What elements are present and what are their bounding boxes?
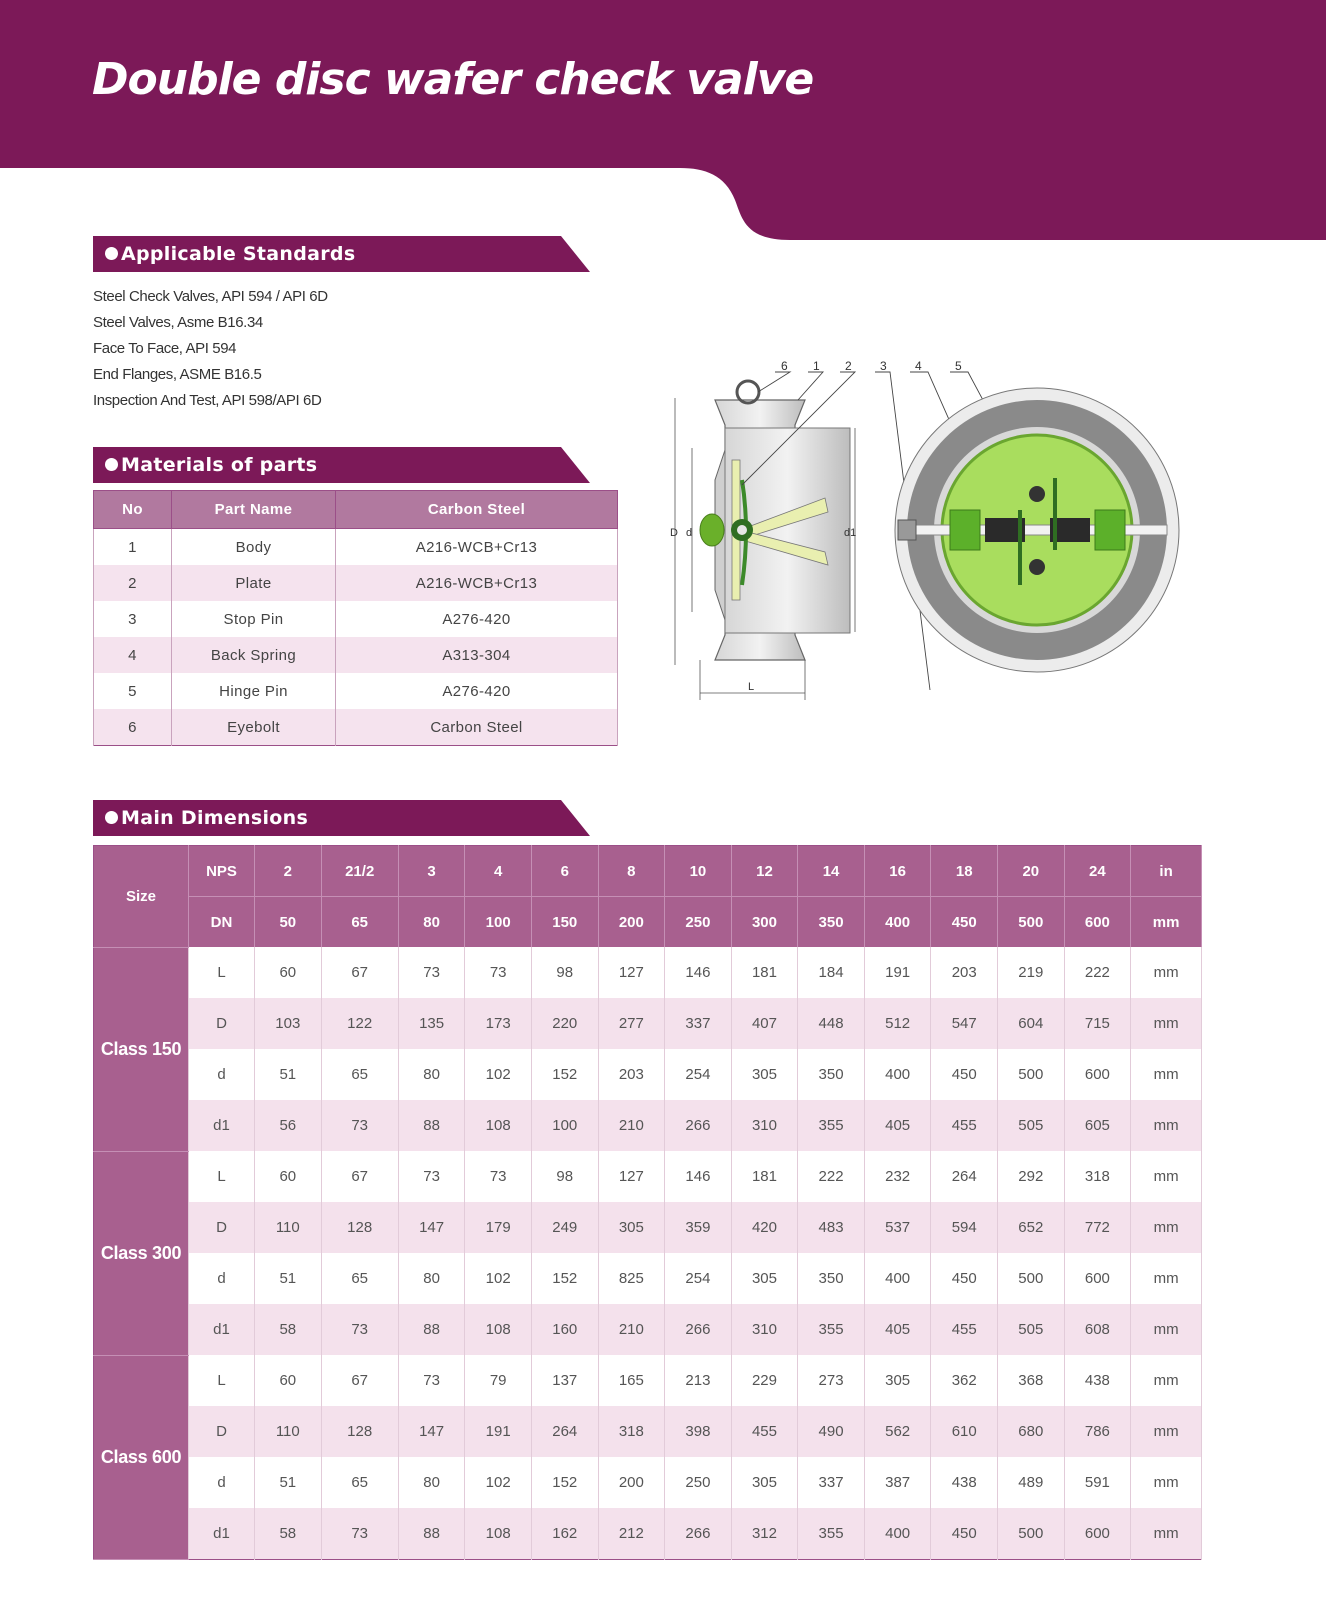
table-cell: 2: [94, 565, 172, 601]
section-header-materials: [93, 447, 593, 485]
table-cell: Carbon Steel: [336, 709, 618, 746]
class-label: Class 600: [94, 1355, 189, 1560]
table-cell: 250: [665, 1457, 732, 1508]
table-cell: 200: [598, 1457, 665, 1508]
row-label: d: [189, 1457, 255, 1508]
unit-cell: in: [1131, 846, 1202, 897]
table-cell: 73: [398, 947, 465, 998]
size-header: Size: [94, 846, 189, 948]
dn-value: 150: [531, 897, 598, 948]
table-cell: 173: [465, 998, 532, 1049]
table-cell: A276-420: [336, 601, 618, 637]
table-cell: 312: [731, 1508, 798, 1560]
table-cell: 73: [321, 1508, 398, 1560]
table-cell: 51: [255, 1457, 322, 1508]
unit-cell: mm: [1131, 1049, 1202, 1100]
dn-value: 250: [665, 897, 732, 948]
table-cell: 387: [864, 1457, 931, 1508]
table-cell: 266: [665, 1508, 732, 1560]
table-cell: 450: [931, 1508, 998, 1560]
table-cell: 203: [931, 947, 998, 998]
table-cell: 219: [998, 947, 1065, 998]
nps-value: 4: [465, 846, 532, 897]
nps-value: 8: [598, 846, 665, 897]
nps-value: 2: [255, 846, 322, 897]
table-cell: 146: [665, 1151, 732, 1202]
table-cell: 147: [398, 1406, 465, 1457]
table-cell: 213: [665, 1355, 732, 1406]
table-cell: 232: [864, 1151, 931, 1202]
table-cell: 512: [864, 998, 931, 1049]
nps-value: 21/2: [321, 846, 398, 897]
table-cell: 79: [465, 1355, 532, 1406]
table-cell: 102: [465, 1049, 532, 1100]
table-cell: 355: [798, 1100, 865, 1151]
table-cell: 203: [598, 1049, 665, 1100]
unit-cell: mm: [1131, 1151, 1202, 1202]
table-cell: 490: [798, 1406, 865, 1457]
table-cell: A313-304: [336, 637, 618, 673]
table-cell: 222: [798, 1151, 865, 1202]
table-cell: 102: [465, 1253, 532, 1304]
table-cell: 455: [931, 1100, 998, 1151]
callout-number: 4: [915, 360, 922, 373]
table-cell: 135: [398, 998, 465, 1049]
table-cell: 127: [598, 947, 665, 998]
table-cell: 350: [798, 1049, 865, 1100]
section-title: Applicable Standards: [121, 243, 356, 265]
table-cell: 600: [1064, 1508, 1131, 1560]
row-label: d1: [189, 1100, 255, 1151]
table-row: [94, 529, 618, 566]
table-cell: 147: [398, 1202, 465, 1253]
row-label: d1: [189, 1304, 255, 1355]
table-cell: Stop Pin: [172, 601, 336, 637]
dn-value: 350: [798, 897, 865, 948]
table-cell: 355: [798, 1304, 865, 1355]
page-title: Double disc wafer check valve: [92, 54, 814, 105]
table-cell: 80: [398, 1049, 465, 1100]
table-cell: 108: [465, 1304, 532, 1355]
table-cell: 610: [931, 1406, 998, 1457]
table-row: [94, 1202, 1202, 1253]
table-cell: 65: [321, 1457, 398, 1508]
table-cell: 405: [864, 1304, 931, 1355]
table-cell: 128: [321, 1202, 398, 1253]
standard-item: End Flanges, ASME B16.5: [93, 366, 262, 383]
table-cell: 110: [255, 1202, 322, 1253]
column-header: No: [94, 491, 172, 529]
dim-label: L: [748, 681, 755, 693]
table-cell: 420: [731, 1202, 798, 1253]
table-cell: 355: [798, 1508, 865, 1560]
table-header-row: [94, 491, 618, 529]
section-title: Main Dimensions: [121, 807, 309, 829]
table-cell: A216-WCB+Cr13: [336, 565, 618, 601]
table-cell: 400: [864, 1508, 931, 1560]
table-cell: 772: [1064, 1202, 1131, 1253]
table-cell: 715: [1064, 998, 1131, 1049]
nps-value: 14: [798, 846, 865, 897]
table-cell: 604: [998, 998, 1065, 1049]
table-cell: 254: [665, 1253, 732, 1304]
table-row: [94, 1049, 1202, 1100]
unit-cell: mm: [1131, 1100, 1202, 1151]
table-cell: 500: [998, 1508, 1065, 1560]
standards-list: [93, 284, 328, 414]
nps-value: 3: [398, 846, 465, 897]
table-cell: 500: [998, 1253, 1065, 1304]
dn-value: 400: [864, 897, 931, 948]
table-cell: 6: [94, 709, 172, 746]
table-cell: 266: [665, 1304, 732, 1355]
table-cell: 407: [731, 998, 798, 1049]
table-cell: 88: [398, 1508, 465, 1560]
table-cell: 122: [321, 998, 398, 1049]
section-header-standards: [93, 236, 593, 274]
table-cell: 58: [255, 1508, 322, 1560]
table-cell: 152: [531, 1457, 598, 1508]
dn-value: 80: [398, 897, 465, 948]
table-cell: 181: [731, 947, 798, 998]
table-cell: 318: [598, 1406, 665, 1457]
table-cell: 128: [321, 1406, 398, 1457]
table-cell: 786: [1064, 1406, 1131, 1457]
table-cell: Hinge Pin: [172, 673, 336, 709]
class-label: Class 300: [94, 1151, 189, 1355]
row-label: D: [189, 1406, 255, 1457]
table-cell: 825: [598, 1253, 665, 1304]
table-cell: 210: [598, 1100, 665, 1151]
table-cell: 67: [321, 1355, 398, 1406]
table-header-row: [94, 897, 1202, 948]
table-cell: 73: [465, 1151, 532, 1202]
materials-table: [93, 490, 618, 746]
table-row: [94, 1355, 1202, 1406]
table-row: [94, 1100, 1202, 1151]
table-cell: 254: [665, 1049, 732, 1100]
table-cell: 80: [398, 1457, 465, 1508]
dim-label: d1: [844, 527, 857, 539]
table-cell: 88: [398, 1304, 465, 1355]
table-cell: 305: [731, 1253, 798, 1304]
table-row: [94, 709, 618, 746]
table-cell: 212: [598, 1508, 665, 1560]
table-cell: 605: [1064, 1100, 1131, 1151]
valve-diagram: [670, 360, 1210, 720]
table-cell: 305: [731, 1457, 798, 1508]
table-row: [94, 1508, 1202, 1560]
table-cell: 537: [864, 1202, 931, 1253]
table-cell: 450: [931, 1253, 998, 1304]
table-cell: 405: [864, 1100, 931, 1151]
callout-number: 3: [880, 360, 887, 373]
table-cell: 65: [321, 1253, 398, 1304]
unit-cell: mm: [1131, 947, 1202, 998]
table-cell: 438: [1064, 1355, 1131, 1406]
table-cell: 400: [864, 1049, 931, 1100]
table-cell: 100: [531, 1100, 598, 1151]
table-row: [94, 1253, 1202, 1304]
callout-number: 6: [781, 360, 788, 373]
table-cell: 448: [798, 998, 865, 1049]
unit-cell: mm: [1131, 1202, 1202, 1253]
table-cell: 310: [731, 1100, 798, 1151]
unit-cell: mm: [1131, 1304, 1202, 1355]
table-cell: 103: [255, 998, 322, 1049]
table-row: [94, 565, 618, 601]
nps-value: 6: [531, 846, 598, 897]
table-row: [94, 1304, 1202, 1355]
table-cell: 305: [864, 1355, 931, 1406]
table-cell: A216-WCB+Cr13: [336, 529, 618, 566]
unit-cell: mm: [1131, 1406, 1202, 1457]
dn-value: 65: [321, 897, 398, 948]
table-cell: 3: [94, 601, 172, 637]
dn-label: DN: [189, 897, 255, 948]
class-label: Class 150: [94, 947, 189, 1151]
table-cell: 80: [398, 1253, 465, 1304]
table-cell: 318: [1064, 1151, 1131, 1202]
dim-label: d: [686, 527, 693, 539]
table-cell: 73: [321, 1100, 398, 1151]
table-cell: 305: [731, 1049, 798, 1100]
table-cell: 51: [255, 1049, 322, 1100]
unit-cell: mm: [1131, 1457, 1202, 1508]
table-cell: 146: [665, 947, 732, 998]
table-cell: 277: [598, 998, 665, 1049]
table-cell: 400: [864, 1253, 931, 1304]
table-cell: 65: [321, 1049, 398, 1100]
table-cell: 73: [321, 1304, 398, 1355]
table-cell: 179: [465, 1202, 532, 1253]
table-row: [94, 947, 1202, 998]
row-label: D: [189, 1202, 255, 1253]
table-cell: A276-420: [336, 673, 618, 709]
table-cell: 368: [998, 1355, 1065, 1406]
table-cell: 266: [665, 1100, 732, 1151]
table-cell: 98: [531, 1151, 598, 1202]
dn-value: 450: [931, 897, 998, 948]
section-header-dimensions: [93, 800, 593, 838]
table-cell: 56: [255, 1100, 322, 1151]
callout-number: 5: [955, 360, 962, 373]
table-cell: 73: [465, 947, 532, 998]
table-cell: 73: [398, 1355, 465, 1406]
table-row: [94, 637, 618, 673]
table-row: [94, 673, 618, 709]
table-cell: 455: [931, 1304, 998, 1355]
table-cell: 680: [998, 1406, 1065, 1457]
table-cell: 184: [798, 947, 865, 998]
table-row: [94, 998, 1202, 1049]
dn-value: 200: [598, 897, 665, 948]
table-cell: 67: [321, 1151, 398, 1202]
dn-value: 50: [255, 897, 322, 948]
table-cell: 181: [731, 1151, 798, 1202]
table-cell: 110: [255, 1406, 322, 1457]
table-cell: 220: [531, 998, 598, 1049]
side-view: [670, 381, 856, 700]
table-cell: 108: [465, 1508, 532, 1560]
row-label: L: [189, 1355, 255, 1406]
bullet-icon: [105, 458, 118, 471]
table-cell: 98: [531, 947, 598, 998]
table-cell: 165: [598, 1355, 665, 1406]
table-cell: 652: [998, 1202, 1065, 1253]
table-cell: 4: [94, 637, 172, 673]
column-header: Part Name: [172, 491, 336, 529]
dn-value: 300: [731, 897, 798, 948]
table-cell: 1: [94, 529, 172, 566]
table-cell: 489: [998, 1457, 1065, 1508]
section-title: Materials of parts: [121, 454, 318, 476]
table-cell: 108: [465, 1100, 532, 1151]
table-row: [94, 1406, 1202, 1457]
unit-cell: mm: [1131, 1508, 1202, 1560]
table-cell: 5: [94, 673, 172, 709]
table-cell: 102: [465, 1457, 532, 1508]
table-cell: 88: [398, 1100, 465, 1151]
nps-label: NPS: [189, 846, 255, 897]
table-cell: 438: [931, 1457, 998, 1508]
row-label: L: [189, 947, 255, 998]
nps-value: 12: [731, 846, 798, 897]
callout-number: 1: [813, 360, 820, 373]
nps-value: 10: [665, 846, 732, 897]
nps-value: 24: [1064, 846, 1131, 897]
table-row: [94, 601, 618, 637]
standard-item: Face To Face, API 594: [93, 340, 237, 357]
nps-value: 16: [864, 846, 931, 897]
standard-item: Steel Check Valves, API 594 / API 6D: [93, 288, 328, 305]
table-cell: 229: [731, 1355, 798, 1406]
table-cell: 547: [931, 998, 998, 1049]
table-cell: 58: [255, 1304, 322, 1355]
dn-value: 100: [465, 897, 532, 948]
table-cell: 350: [798, 1253, 865, 1304]
table-cell: 455: [731, 1406, 798, 1457]
row-label: d: [189, 1253, 255, 1304]
table-cell: 562: [864, 1406, 931, 1457]
row-label: d: [189, 1049, 255, 1100]
table-cell: 600: [1064, 1049, 1131, 1100]
table-cell: 337: [798, 1457, 865, 1508]
unit-cell: mm: [1131, 998, 1202, 1049]
standard-item: Steel Valves, Asme B16.34: [93, 314, 263, 331]
unit-cell: mm: [1131, 1355, 1202, 1406]
table-cell: 160: [531, 1304, 598, 1355]
table-cell: 137: [531, 1355, 598, 1406]
row-label: L: [189, 1151, 255, 1202]
table-cell: 591: [1064, 1457, 1131, 1508]
table-cell: 362: [931, 1355, 998, 1406]
unit-cell: mm: [1131, 1253, 1202, 1304]
row-label: d1: [189, 1508, 255, 1560]
header-banner: [0, 0, 1326, 245]
column-header: Carbon Steel: [336, 491, 618, 529]
table-cell: 264: [531, 1406, 598, 1457]
table-cell: 310: [731, 1304, 798, 1355]
dimensions-table: [93, 845, 1202, 1560]
table-cell: 450: [931, 1049, 998, 1100]
bullet-icon: [105, 811, 118, 824]
table-cell: 608: [1064, 1304, 1131, 1355]
table-cell: 152: [531, 1049, 598, 1100]
front-view: [895, 388, 1179, 672]
table-cell: 222: [1064, 947, 1131, 998]
bullet-icon: [105, 247, 118, 260]
table-cell: Body: [172, 529, 336, 566]
table-cell: 249: [531, 1202, 598, 1253]
dim-label: D: [670, 527, 678, 539]
table-header-row: [94, 846, 1202, 897]
table-cell: 67: [321, 947, 398, 998]
table-cell: 191: [465, 1406, 532, 1457]
table-cell: 398: [665, 1406, 732, 1457]
table-cell: Back Spring: [172, 637, 336, 673]
table-cell: 483: [798, 1202, 865, 1253]
table-cell: 60: [255, 1151, 322, 1202]
dn-value: 500: [998, 897, 1065, 948]
nps-value: 18: [931, 846, 998, 897]
table-cell: 60: [255, 947, 322, 998]
table-cell: 210: [598, 1304, 665, 1355]
table-cell: 594: [931, 1202, 998, 1253]
table-cell: 152: [531, 1253, 598, 1304]
table-cell: 292: [998, 1151, 1065, 1202]
table-cell: 500: [998, 1049, 1065, 1100]
table-row: [94, 1457, 1202, 1508]
table-cell: 162: [531, 1508, 598, 1560]
table-cell: Eyebolt: [172, 709, 336, 746]
callout-number: 2: [845, 360, 852, 373]
table-cell: 60: [255, 1355, 322, 1406]
table-cell: 273: [798, 1355, 865, 1406]
table-cell: 51: [255, 1253, 322, 1304]
row-label: D: [189, 998, 255, 1049]
table-cell: 73: [398, 1151, 465, 1202]
unit-cell: mm: [1131, 897, 1202, 948]
table-cell: 305: [598, 1202, 665, 1253]
table-cell: 505: [998, 1100, 1065, 1151]
nps-value: 20: [998, 846, 1065, 897]
table-cell: Plate: [172, 565, 336, 601]
table-cell: 337: [665, 998, 732, 1049]
standard-item: Inspection And Test, API 598/API 6D: [93, 392, 322, 409]
table-cell: 600: [1064, 1253, 1131, 1304]
dn-value: 600: [1064, 897, 1131, 948]
table-cell: 264: [931, 1151, 998, 1202]
table-cell: 359: [665, 1202, 732, 1253]
table-cell: 127: [598, 1151, 665, 1202]
table-cell: 505: [998, 1304, 1065, 1355]
table-cell: 191: [864, 947, 931, 998]
table-row: [94, 1151, 1202, 1202]
